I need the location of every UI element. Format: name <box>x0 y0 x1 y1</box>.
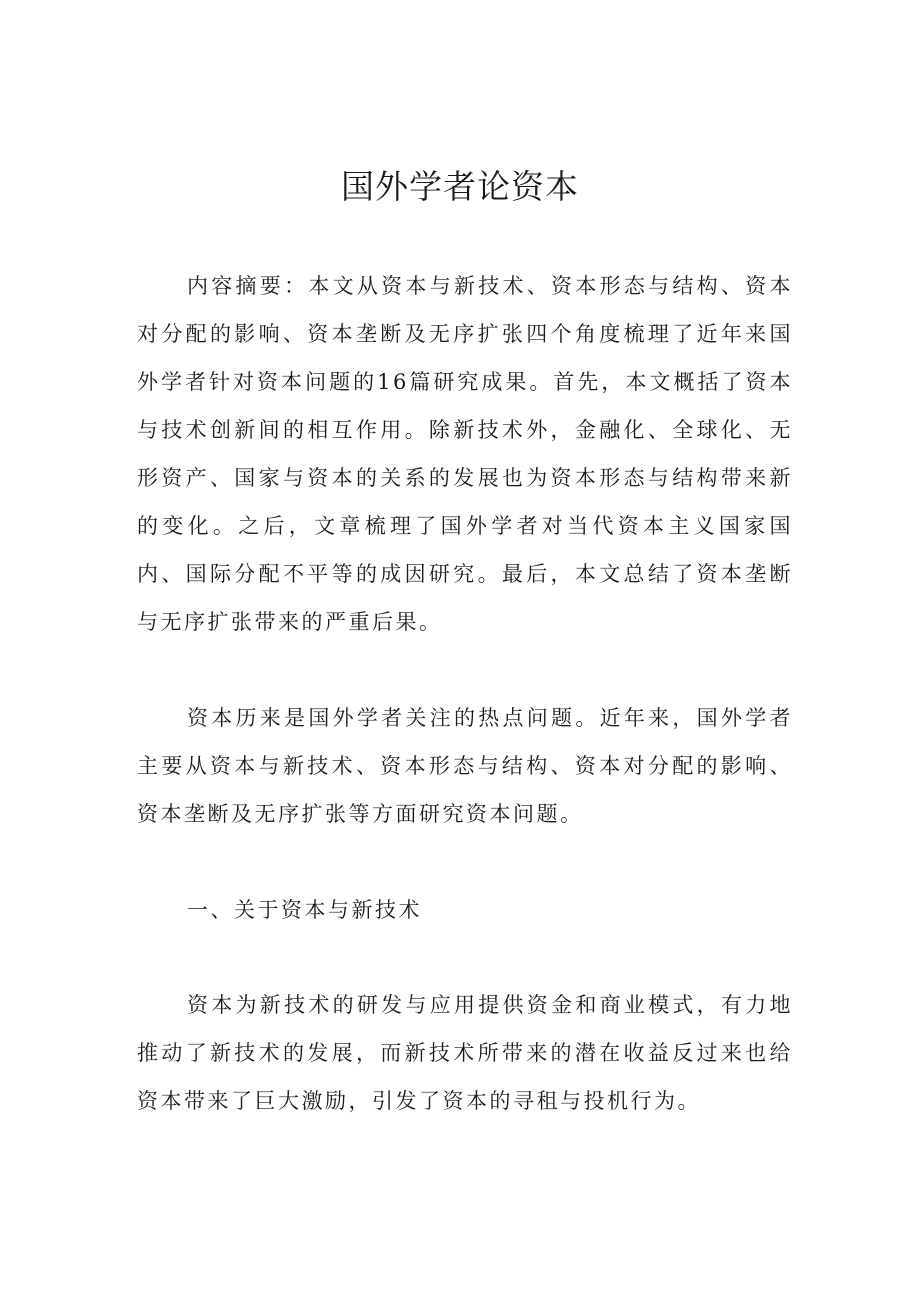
section-heading: 一、关于资本与新技术 <box>187 898 422 922</box>
body-paragraph: 资本为新技术的研发与应用提供资金和商业模式，有力地推动了新技术的发展，而新技术所带来的潜在收益反过来也给资本带来了巨大激励，引发了资本的寻租与投机行为。 <box>137 993 793 1113</box>
document-title: 国外学者论资本 <box>341 167 579 206</box>
intro-paragraph: 资本历来是国外学者关注的热点问题。近年来，国外学者主要从资本与新技术、资本形态与结构、资本对分配的影响、资本垄断及无序扩张等方面研究资本问题。 <box>137 706 793 826</box>
abstract-paragraph: 内容摘要：本文从资本与新技术、资本形态与结构、资本对分配的影响、资本垄断及无序扩张四个角度梳理了近年来国外学者针对资本问题的16篇研究成果。首先，本文概括了资本与技术创新间的相互作用。除新技术外，金融化、全球化、无形资产、国家与资本的关系的发展也为资本形态与结构带来新的变化。之后，文章梳理了国外学者对当代资本主义国家国内、国际分配不平等的成因研究。最后，本文总结了资本垄断与无序扩张带来的严重后果。 <box>137 274 793 634</box>
